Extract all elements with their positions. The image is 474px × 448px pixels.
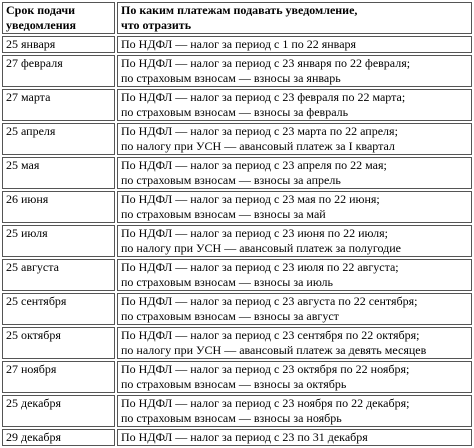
payment-cell: [117, 157, 472, 189]
payment-line: по страховым взносам — взносы за январь: [121, 71, 341, 85]
payment-cell: [117, 191, 472, 223]
payment-line: по страховым взносам — взносы за октябрь: [121, 377, 347, 391]
header-deadline: [2, 2, 115, 34]
payment-line: по налогу при УСН — авансовый платеж за девять месяцев: [121, 343, 427, 357]
deadline-cell: 25 декабря: [2, 395, 115, 427]
deadline-cell: 25 сентября: [2, 293, 115, 325]
payment-line: по страховым взносам — взносы за ноябрь: [121, 411, 342, 425]
payment-line: по налогу при УСН — авансовый платеж за I квартал: [121, 139, 395, 153]
payment-cell: [117, 429, 472, 446]
deadline-cell: 25 апреля: [2, 123, 115, 155]
payment-cell: [117, 36, 472, 53]
payment-line: по страховым взносам — взносы за май: [121, 207, 326, 221]
payment-cell: [117, 89, 472, 121]
payment-cell: [117, 225, 472, 257]
table-row: [2, 259, 472, 291]
table-row: [2, 36, 472, 53]
payment-line: По НДФЛ — налог за период с 23 мая по 22 июня;: [121, 192, 380, 206]
table-row: [2, 157, 472, 189]
deadline-cell: 25 мая: [2, 157, 115, 189]
payment-line: По НДФЛ — налог за период с 23 октября по 22 ноября;: [121, 362, 410, 376]
payment-line: По НДФЛ — налог за период с 23 февраля по 22 марта;: [121, 90, 406, 104]
table-row: [2, 225, 472, 257]
table-row: [2, 191, 472, 223]
header-text: Срок подачи: [6, 3, 76, 17]
deadline-cell: 25 января: [2, 36, 115, 53]
payment-line: По НДФЛ — налог за период с 23 по 31 декабря: [121, 430, 368, 444]
table-row: [2, 429, 472, 446]
table-row: [2, 327, 472, 359]
header-text: что отразить: [121, 18, 192, 32]
payment-line: По НДФЛ — налог за период с 23 января по 22 февраля;: [121, 56, 411, 70]
payment-line: по страховым взносам — взносы за август: [121, 309, 339, 323]
payment-line: По НДФЛ — налог за период с 23 июня по 22 июля;: [121, 226, 388, 240]
payment-line: По НДФЛ — налог за период с 23 апреля по 22 мая;: [121, 158, 387, 172]
deadline-cell: 25 июля: [2, 225, 115, 257]
deadline-cell: 27 марта: [2, 89, 115, 121]
payment-cell: [117, 395, 472, 427]
deadline-cell: 27 ноября: [2, 361, 115, 393]
payment-line: По НДФЛ — налог за период с 23 марта по 22 апреля;: [121, 124, 398, 138]
deadline-cell: 25 октября: [2, 327, 115, 359]
payment-cell: [117, 327, 472, 359]
deadline-cell: 26 июня: [2, 191, 115, 223]
payment-line: По НДФЛ — налог за период с 1 по 22 января: [121, 37, 357, 51]
payment-line: по страховым взносам — взносы за февраль: [121, 105, 349, 119]
payment-cell: [117, 123, 472, 155]
deadline-cell: 29 декабря: [2, 429, 115, 446]
payment-line: По НДФЛ — налог за период с 23 сентября по 22 октября;: [121, 328, 420, 342]
deadline-cell: 27 февраля: [2, 55, 115, 87]
table-row: [2, 361, 472, 393]
payment-cell: [117, 55, 472, 87]
payment-cell: [117, 293, 472, 325]
payment-line: по страховым взносам — взносы за апрель: [121, 173, 341, 187]
payment-line: по страховым взносам — взносы за июль: [121, 275, 333, 289]
table-row: [2, 55, 472, 87]
header-payments: [117, 2, 472, 34]
table-header-row: [2, 2, 472, 34]
payment-cell: [117, 361, 472, 393]
table-row: [2, 395, 472, 427]
header-text: уведомления: [6, 18, 77, 32]
payment-line: По НДФЛ — налог за период с 23 июля по 22 августа;: [121, 260, 399, 274]
deadline-cell: 25 августа: [2, 259, 115, 291]
table-row: [2, 89, 472, 121]
payment-line: По НДФЛ — налог за период с 23 ноября по 22 декабря;: [121, 396, 410, 410]
table-row: [2, 123, 472, 155]
table-row: [2, 293, 472, 325]
payment-line: по налогу при УСН — авансовый платеж за полугодие: [121, 241, 401, 255]
payment-cell: [117, 259, 472, 291]
header-text: По каким платежам подавать уведомление,: [121, 3, 358, 17]
payment-line: По НДФЛ — налог за период с 23 августа по 22 сентября;: [121, 294, 418, 308]
